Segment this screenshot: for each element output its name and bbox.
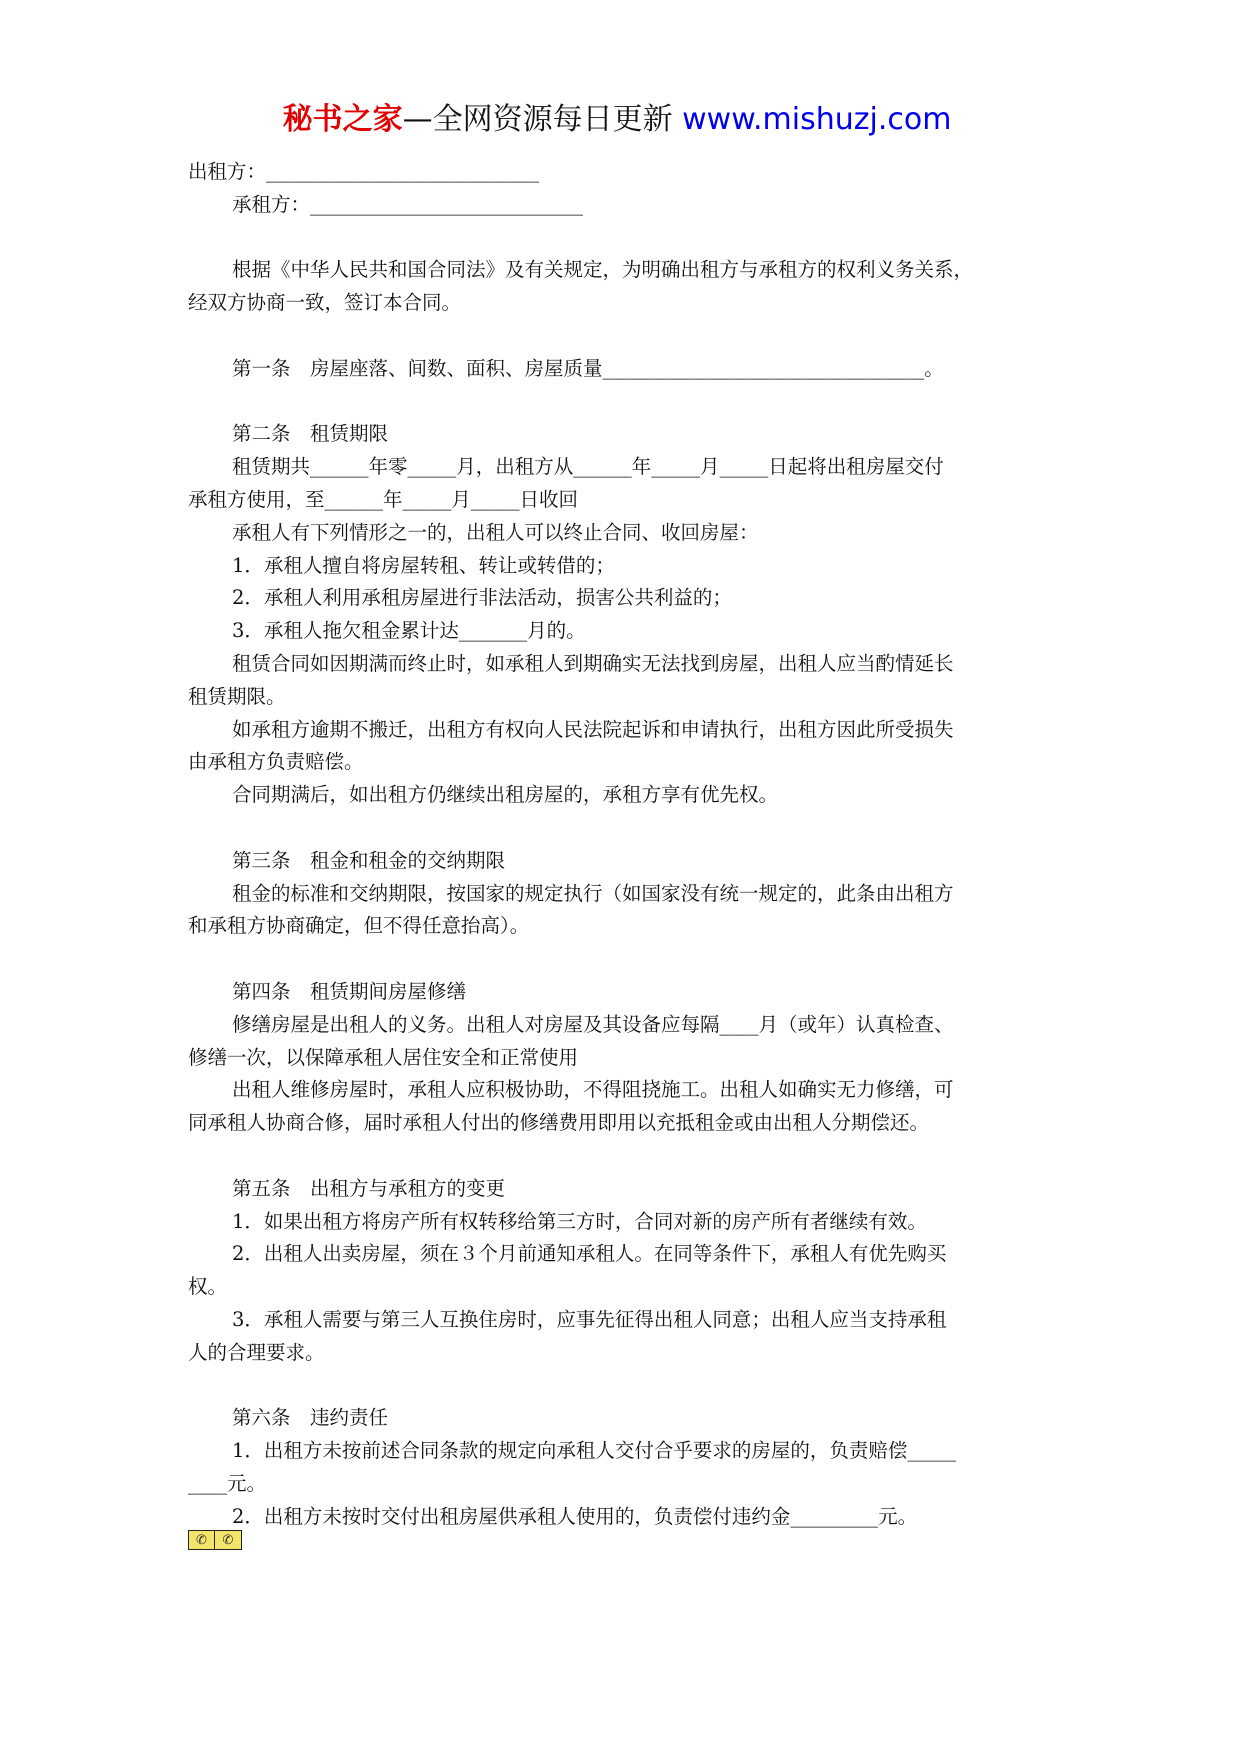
site-url-link[interactable]: www.mishuzj.com: [682, 102, 952, 137]
article-line: 2．出租方未按时交付出租房屋供承租人使用的，负责偿付违约金_________元。: [232, 1504, 918, 1528]
article-line: 权。: [188, 1275, 228, 1299]
article-line: 租金的标准和交纳期限，按国家的规定执行（如国家没有统一规定的，此条由出租方: [232, 881, 954, 905]
brand-name: 秘书之家: [282, 102, 403, 137]
page-nav-icon[interactable]: ✆: [188, 1530, 215, 1550]
article-5-title: 第五条 出租方与承租方的变更: [232, 1176, 506, 1200]
article-line: 和承租方协商确定，但不得任意抬高）。: [188, 914, 530, 938]
article-line: 1．出租方未按前述合同条款的规定向承租人交付合乎要求的房屋的，负责赔偿_____: [232, 1439, 957, 1463]
article-line: 修缮一次，以保障承租人居住安全和正常使用: [188, 1045, 579, 1069]
article-line: 承租人有下列情形之一的，出租人可以终止合同、收回房屋：: [232, 520, 759, 544]
article-line: 2．承租人利用承租房屋进行非法活动，损害公共利益的；: [232, 586, 732, 610]
article-3-title: 第三条 租金和租金的交纳期限: [232, 848, 506, 872]
article-line: 租赁期共______年零_____月，出租方从______年_____月_____日起将出租房屋交付: [232, 455, 944, 479]
article-line: 3．承租人需要与第三人互换住房时，应事先征得出租人同意；出租人应当支持承租: [232, 1307, 947, 1331]
article-line: 1．如果出租方将房产所有权转移给第三方时，合同对新的房产所有者继续有效。: [232, 1209, 927, 1233]
site-header: [0, 100, 1234, 140]
article-line: 2．出租人出卖房屋，须在３个月前通知承租人。在同等条件下，承租人有优先购买: [232, 1242, 947, 1266]
preamble-line: 经双方协商一致，签订本合同。: [188, 291, 462, 315]
article-line: 出租人维修房屋时，承租人应积极协助，不得阻挠施工。出租人如确实无力修缮，可: [232, 1078, 954, 1102]
preamble-line: 根据《中华人民共和国合同法》及有关规定，为明确出租方与承租方的权利义务关系，: [232, 258, 974, 282]
article-line: 修缮房屋是出租人的义务。出租人对房屋及其设备应每隔____月（或年）认真检查、: [232, 1012, 954, 1036]
slogan: —全网资源每日更新: [402, 102, 673, 137]
article-2-title: 第二条 租赁期限: [232, 422, 389, 446]
article-line: 承租方使用，至______年_____月_____日收回: [188, 487, 579, 511]
article-line: 如承租方逾期不搬迁，出租方有权向人民法院起诉和申请执行，出租方因此所受损失: [232, 717, 954, 741]
article-line: 租赁合同如因期满而终止时，如承租人到期确实无法找到房屋，出租人应当酌情延长: [232, 651, 954, 675]
article-6-title: 第六条 违约责任: [232, 1406, 389, 1430]
article-line: 3．承租人拖欠租金累计达_______月的。: [232, 619, 586, 643]
article-line: ____元。: [188, 1471, 267, 1495]
article-line: 由承租方负责赔偿。: [188, 750, 364, 774]
article-4-title: 第四条 租赁期间房屋修缮: [232, 979, 467, 1003]
article-line: 同承租人协商合修，届时承租人付出的修缮费用即用以充抵租金或由出租人分期偿还。: [188, 1111, 930, 1135]
lessor-line: 出租方：____________________________: [188, 160, 540, 183]
article-line: 人的合理要求。: [188, 1340, 325, 1364]
article-1: 第一条 房屋座落、间数、面积、房屋质量_________________________________。: [232, 356, 944, 380]
article-line: 1．承租人擅自将房屋转租、转让或转借的；: [232, 553, 615, 577]
article-line: 租赁期限。: [188, 684, 286, 708]
article-line: 合同期满后，如出租方仍继续出租房屋的，承租方享有优先权。: [232, 783, 779, 807]
page-nav-icon[interactable]: ✆: [215, 1530, 242, 1550]
lessee-line: 承租方：____________________________: [232, 192, 584, 216]
contract-body: [188, 156, 1048, 1533]
page-nav-icons: [188, 1530, 242, 1550]
